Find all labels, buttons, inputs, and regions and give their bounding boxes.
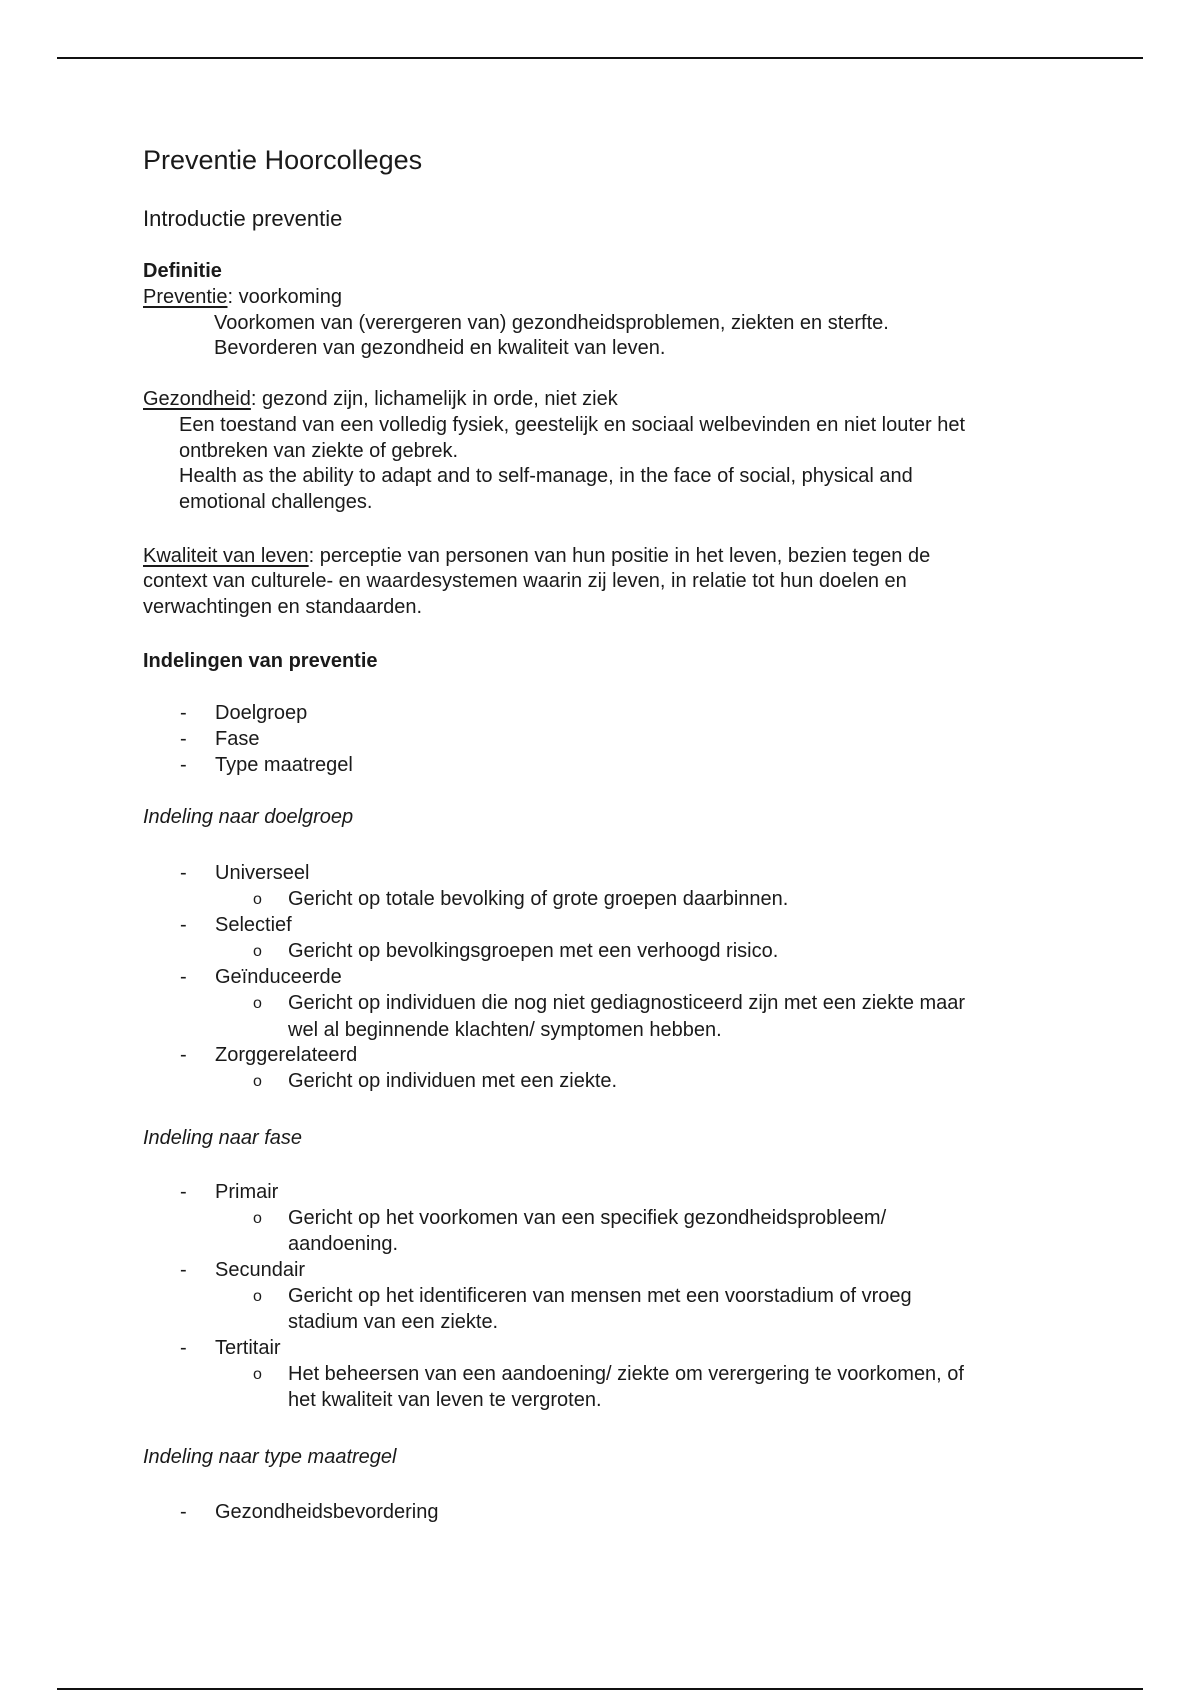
sub-bullet: o — [253, 1288, 262, 1305]
sub-item: aandoening. — [288, 1233, 399, 1255]
list-dash: - — [180, 702, 187, 724]
preventie-term: Preventie — [143, 286, 228, 308]
bottom-rule — [57, 1688, 1143, 1690]
preventie-line: Bevorderen van gezondheid en kwaliteit van leven. — [214, 337, 666, 359]
list-dash: - — [180, 728, 187, 750]
gezondheid-term: Gezondheid — [143, 388, 251, 410]
list-item: Universeel — [215, 862, 310, 884]
preventie-definition — [143, 286, 342, 309]
doelgroep-heading: Indeling naar doelgroep — [143, 806, 354, 828]
section-subtitle: Introductie preventie — [143, 206, 343, 231]
sub-item: stadium van een ziekte. — [288, 1311, 499, 1333]
list-item: Fase — [215, 728, 260, 750]
sub-bullet: o — [253, 1366, 262, 1383]
indelingen-heading: Indelingen van preventie — [143, 650, 378, 672]
preventie-def: : voorkoming — [227, 286, 342, 308]
kwaliteit-definition — [143, 545, 930, 568]
sub-bullet: o — [253, 1210, 262, 1227]
gezondheid-def: : gezond zijn, lichamelijk in orde, niet ziek — [250, 388, 618, 410]
sub-item: Gericht op het voorkomen van een specifiek gezondheidsprobleem/ — [288, 1207, 887, 1229]
list-item: Gezondheidsbevordering — [215, 1501, 439, 1523]
list-item: Primair — [215, 1181, 279, 1203]
sub-item: Gericht op individuen met een ziekte. — [288, 1070, 618, 1092]
list-dash: - — [180, 1044, 187, 1066]
sub-item: Gericht op bevolkingsgroepen met een verhoogd risico. — [288, 940, 779, 962]
sub-bullet: o — [253, 1073, 262, 1090]
list-dash: - — [180, 862, 187, 884]
top-rule — [57, 57, 1143, 59]
sub-item: het kwaliteit van leven te vergroten. — [288, 1389, 602, 1411]
list-dash: - — [180, 1181, 187, 1203]
list-dash: - — [180, 1337, 187, 1359]
kwaliteit-def: : perceptie van personen van hun positie in het leven, bezien tegen de — [308, 545, 931, 567]
list-item: Secundair — [215, 1259, 306, 1281]
list-item: Geïnduceerde — [215, 966, 342, 988]
list-dash: - — [180, 1501, 187, 1523]
kwaliteit-line: verwachtingen en standaarden. — [143, 596, 423, 618]
gezondheid-definition — [143, 388, 618, 411]
preventie-line: Voorkomen van (verergeren van) gezondheidsproblemen, ziekten en sterfte. — [214, 312, 889, 334]
gezondheid-line: ontbreken van ziekte of gebrek. — [179, 440, 459, 462]
sub-bullet: o — [253, 995, 262, 1012]
list-dash: - — [180, 754, 187, 776]
document-title: Preventie Hoorcolleges — [143, 145, 423, 175]
sub-item: Gericht op individuen die nog niet gediagnosticeerd zijn met een ziekte maar — [288, 992, 966, 1014]
list-item: Selectief — [215, 914, 292, 936]
sub-item: Gericht op totale bevolking of grote groepen daarbinnen. — [288, 888, 789, 910]
definitie-heading: Definitie — [143, 260, 222, 282]
gezondheid-line: emotional challenges. — [179, 491, 373, 513]
list-item: Zorggerelateerd — [215, 1044, 358, 1066]
list-item: Doelgroep — [215, 702, 308, 724]
maatregel-heading: Indeling naar type maatregel — [143, 1446, 397, 1468]
list-dash: - — [180, 966, 187, 988]
list-item: Type maatregel — [215, 754, 353, 776]
kwaliteit-line: context van culturele- en waardesystemen waarin zij leven, in relatie tot hun doelen en — [143, 570, 907, 592]
list-item: Tertitair — [215, 1337, 281, 1359]
sub-bullet: o — [253, 891, 262, 908]
kwaliteit-term: Kwaliteit van leven — [143, 545, 309, 567]
gezondheid-line: Health as the ability to adapt and to self-manage, in the face of social, physical and — [179, 465, 913, 487]
fase-heading: Indeling naar fase — [143, 1127, 303, 1149]
gezondheid-line: Een toestand van een volledig fysiek, geestelijk en sociaal welbevinden en niet louter het — [179, 414, 966, 436]
sub-item: Het beheersen van een aandoening/ ziekte om verergering te voorkomen, of — [288, 1363, 964, 1385]
sub-item: wel al beginnende klachten/ symptomen hebben. — [288, 1019, 722, 1041]
list-dash: - — [180, 914, 187, 936]
list-dash: - — [180, 1259, 187, 1281]
sub-bullet: o — [253, 943, 262, 960]
sub-item: Gericht op het identificeren van mensen met een voorstadium of vroeg — [288, 1285, 912, 1307]
